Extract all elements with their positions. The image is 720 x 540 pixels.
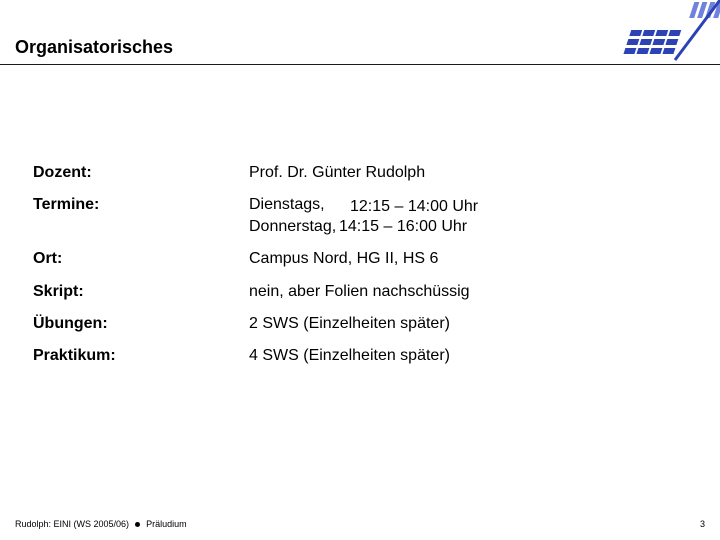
detail-label: Ort: <box>33 250 63 267</box>
bullet-icon <box>135 522 140 527</box>
detail-label: Skript: <box>33 283 84 300</box>
detail-label: Termine: <box>33 196 100 213</box>
footer-section: Präludium <box>146 519 187 529</box>
schedule-day: Dienstags, <box>249 196 325 213</box>
university-logo-icon <box>621 0 720 64</box>
footer <box>15 518 187 530</box>
title-divider <box>0 64 720 65</box>
schedule-value <box>249 194 549 238</box>
detail-label: Dozent: <box>33 164 92 181</box>
footer-course: Rudolph: EINI (WS 2005/06) <box>15 519 130 529</box>
detail-value: 4 SWS (Einzelheiten später) <box>249 347 450 364</box>
detail-value: 2 SWS (Einzelheiten später) <box>249 315 450 332</box>
schedule-time: 12:15 – 14:00 Uhr <box>350 198 479 215</box>
detail-value: nein, aber Folien nachschüssig <box>249 283 470 300</box>
detail-value: Prof. Dr. Günter Rudolph <box>249 164 426 181</box>
schedule-time: 14:15 – 16:00 Uhr <box>339 218 468 235</box>
slide-title: Organisatorisches <box>15 37 174 57</box>
detail-label: Übungen: <box>33 315 108 332</box>
schedule-line <box>249 194 549 216</box>
schedule-day: Donnerstag, <box>249 218 337 235</box>
page-number: 3 <box>699 519 705 529</box>
schedule-line <box>249 216 549 238</box>
detail-label: Praktikum: <box>33 347 116 364</box>
detail-value: Campus Nord, HG II, HS 6 <box>249 250 439 267</box>
